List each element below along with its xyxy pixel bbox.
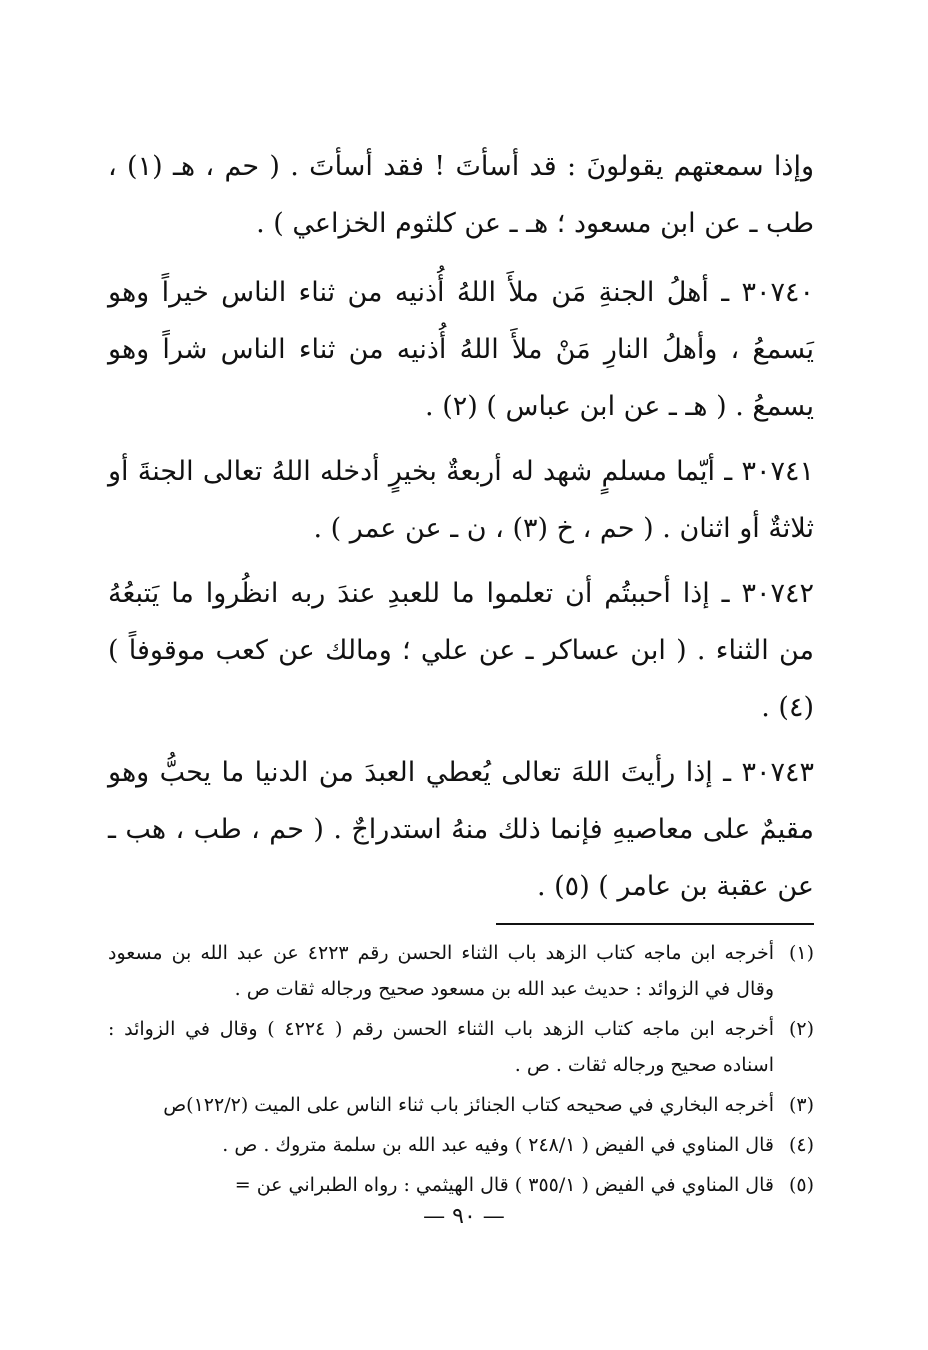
footnote-4: [108, 1127, 814, 1163]
hadith-30741: ٣٠٧٤١ ـ أيّما مسلمٍ شهد له أربعةٌ بخيرٍ أدخله اللهُ تعالى الجنةَ أو ثلاثةٌ أو اثنان . ( حم ، خ (٣) ، ن ـ عن عمر ) .: [108, 456, 814, 544]
footnote-5: [108, 1167, 814, 1203]
footnote-text: قال المناوي في الفيض ( ٢٤٨/١ ) وفيه عبد الله بن سلمة متروك . ص .: [222, 1134, 774, 1156]
footnote-2: [108, 1011, 814, 1083]
page-number: — ٩٠ —: [423, 1204, 505, 1229]
main-text: [108, 138, 814, 915]
footnote-text: أخرجه البخاري في صحيحه كتاب الجنائز باب ثناء الناس على الميت (١٢٢/٢)ص: [163, 1094, 774, 1116]
hadith-30740: ٣٠٧٤٠ ـ أهلُ الجنةِ مَن ملأَ اللهُ أُذنيه من ثناء الناس خيراً وهو يَسمعُ ، وأهلُ النارِ مَنْ ملأَ اللهُ أُذنيه من ثناء الناس شراً وهو يسمعُ . ( هـ ـ عن ابن عباس ) (٢) .: [108, 277, 814, 422]
hadith-30742: ٣٠٧٤٢ ـ إذا أحببتُم أن تعلموا ما للعبدِ عندَ ربه انظُروا ما يَتبعُهُ من الثناء . ( ابن عساكر ـ عن علي ؛ ومالك عن كعب موقوفاً ) (٤) .: [108, 578, 814, 723]
footnote-1: [108, 935, 814, 1007]
paragraph-continuation: وإذا سمعتهم يقولونَ : قد أسأتَ ! فقد أسأتَ . ( حم ، هـ (١) ، طب ـ عن ابن مسعود ؛ هـ ـ عن كلثوم الخزاعي ) .: [108, 151, 814, 239]
footnote-number: (٥): [788, 1174, 814, 1196]
footnotes: [108, 935, 814, 1203]
footnote-number: (٣): [788, 1094, 814, 1116]
footnote-number: (٢): [788, 1018, 814, 1040]
page-body: [108, 138, 814, 1207]
footnote-number: (٤): [788, 1134, 814, 1156]
footnote-number: (١): [788, 942, 814, 964]
footnote-text: أخرجه ابن ماجه كتاب الزهد باب الثناء الحسن رقم ٤٢٢٣ عن عبد الله بن مسعود وقال في الزوائد : حديث عبد الله بن مسعود صحيح ورجاله ثقات ص .: [108, 942, 774, 1000]
footnote-text: قال المناوي في الفيض ( ٣٥٥/١ ) قال الهيثمي : رواه الطبراني عن =: [234, 1174, 774, 1196]
footnote-divider: [496, 923, 814, 925]
footnote-text: أخرجه ابن ماجه كتاب الزهد باب الثناء الحسن رقم ( ٤٢٢٤ ) وقال في الزوائد : اسناده صحيح ورجاله ثقات . ص .: [108, 1018, 774, 1076]
hadith-30743: ٣٠٧٤٣ ـ إذا رأيتَ اللهَ تعالى يُعطي العبدَ من الدنيا ما يحبُّ وهو مقيمٌ على معاصيهِ فإنما ذلك منهُ استدراجٌ . ( حم ، طب ، هب ـ عن عقبة بن عامر ) (٥) .: [108, 757, 814, 902]
footnote-3: [108, 1087, 814, 1123]
